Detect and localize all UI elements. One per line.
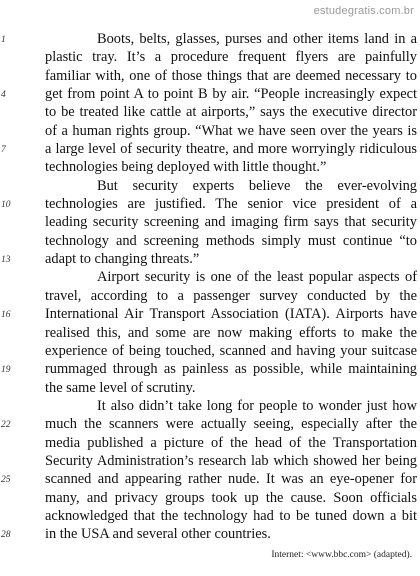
line-text: leading security screening and imaging firm says that security bbox=[45, 214, 417, 231]
text-line bbox=[1, 525, 417, 543]
line-text: many, and privacy groups took up the cause. Soon officials bbox=[45, 489, 417, 506]
text-line bbox=[1, 85, 417, 103]
text-line bbox=[45, 103, 417, 121]
text-line bbox=[45, 268, 417, 286]
line-text: technologies are justified. The senior vice president of a bbox=[45, 196, 417, 213]
text-line bbox=[45, 177, 417, 195]
text-line bbox=[1, 30, 417, 48]
text-line bbox=[45, 67, 417, 85]
line-number: 16 bbox=[1, 310, 11, 321]
text-line bbox=[45, 489, 417, 507]
line-text: technologies being deployed with little thought.” bbox=[45, 159, 327, 176]
line-text: a large level of security theatre, and more worryingly ridiculous bbox=[45, 141, 417, 158]
article-text bbox=[1, 30, 417, 544]
line-number: 13 bbox=[1, 255, 11, 266]
line-text: media published a picture of the head of the Transportation bbox=[45, 434, 417, 451]
line-text: to be treated like cattle at airports,” says the executive director bbox=[45, 104, 417, 121]
line-number: 7 bbox=[1, 145, 6, 156]
text-line bbox=[1, 250, 417, 268]
line-text: the same level of scrutiny. bbox=[45, 379, 196, 396]
text-line bbox=[45, 213, 417, 231]
line-text: scanned and appearing rather nude. It was an eye-opener for bbox=[45, 471, 417, 488]
line-text: realised this, and some are now making efforts to make the bbox=[45, 324, 417, 341]
line-text: Boots, belts, glasses, purses and other items land in a bbox=[97, 31, 417, 47]
line-text: But security experts believe the ever-evolving bbox=[97, 177, 417, 194]
line-text: plastic tray. It’s a procedure frequent flyers are painfully bbox=[45, 49, 417, 66]
text-line bbox=[1, 360, 417, 378]
line-text: acknowledged that the technology had to be tuned down a bit bbox=[45, 507, 417, 524]
line-text: in the USA and several other countries. bbox=[45, 526, 271, 543]
text-line bbox=[1, 415, 417, 433]
line-text: adapt to changing threats.” bbox=[45, 251, 200, 268]
line-number: 22 bbox=[1, 420, 11, 431]
line-text: It also didn’t take long for people to wonder just how bbox=[97, 397, 417, 414]
line-text: familiar with, one of those things that are deemed necessary to bbox=[45, 67, 417, 84]
watermark: estudegratis.com.br bbox=[313, 5, 414, 17]
line-number: 28 bbox=[1, 530, 11, 541]
line-text: rummaged through as painless as possible, while maintaining bbox=[45, 361, 417, 378]
text-line bbox=[45, 342, 417, 360]
line-number: 19 bbox=[1, 365, 11, 376]
line-text: experience of being touched, scanned and having your suitcase bbox=[45, 342, 417, 359]
line-text: International Air Transport Association (IATA). Airports have bbox=[45, 306, 417, 323]
line-number: 4 bbox=[1, 90, 6, 101]
text-line bbox=[45, 48, 417, 66]
line-text: Security Administration’s research lab which showed her being bbox=[45, 452, 417, 469]
text-line bbox=[45, 158, 417, 176]
text-line bbox=[45, 324, 417, 342]
text-line bbox=[45, 122, 417, 140]
text-line bbox=[1, 140, 417, 158]
line-number: 25 bbox=[1, 475, 11, 486]
line-text: much the scanners were actually seeing, especially after the bbox=[45, 416, 417, 433]
text-line bbox=[1, 195, 417, 213]
text-line bbox=[45, 507, 417, 525]
text-line bbox=[45, 287, 417, 305]
source-citation: Internet: <www.bbc.com> (adapted). bbox=[271, 550, 412, 560]
text-line bbox=[45, 232, 417, 250]
line-number: 10 bbox=[1, 200, 11, 211]
line-text: travel, according to a passenger survey conducted by the bbox=[45, 287, 417, 304]
line-text: get from point A to point B by air. “People increasingly expect bbox=[45, 86, 417, 103]
line-text: of a human rights group. “What we have seen over the years is bbox=[45, 122, 417, 139]
text-line bbox=[1, 470, 417, 488]
text-line bbox=[45, 397, 417, 415]
text-line bbox=[45, 452, 417, 470]
line-number: 1 bbox=[1, 35, 6, 45]
line-text: Airport security is one of the least popular aspects of bbox=[97, 269, 417, 286]
text-line bbox=[1, 305, 417, 323]
text-line bbox=[45, 434, 417, 452]
text-line bbox=[45, 379, 417, 397]
line-text: technology and screening methods simply must continue “to bbox=[45, 232, 417, 249]
